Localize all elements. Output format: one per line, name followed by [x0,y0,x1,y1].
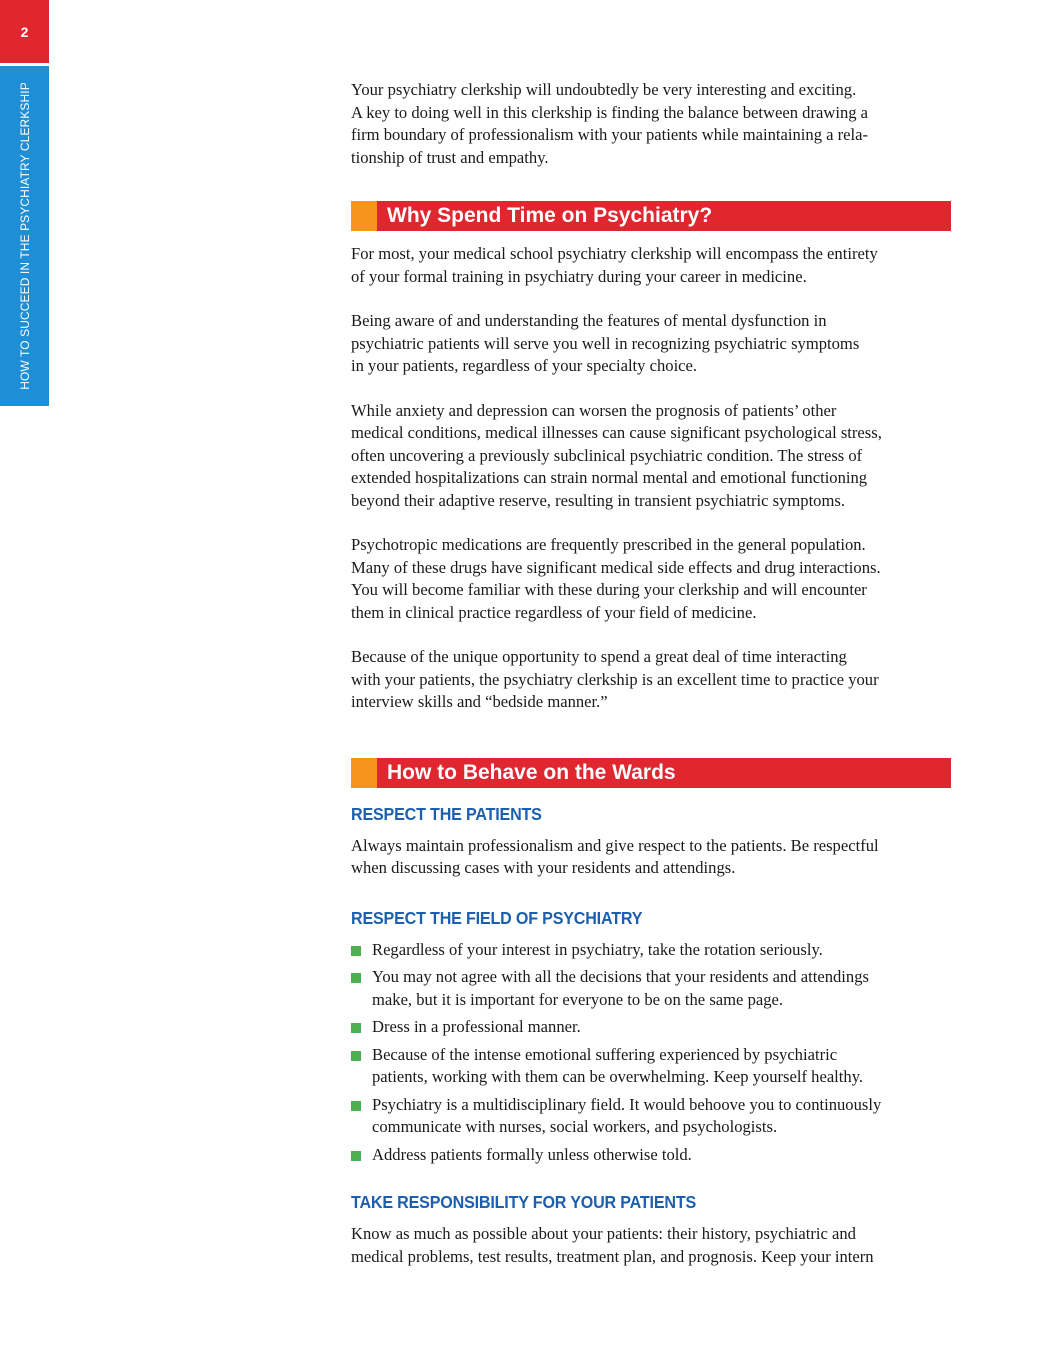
text-line: interview skills and “bedside manner.” [351,692,608,711]
text-line: Know as much as possible about your patients: their history, psychiatric and [351,1224,856,1243]
text-line: Dress in a professional manner. [372,1017,581,1036]
text-line: While anxiety and depression can worsen the prognosis of patients’ other [351,400,837,420]
text-line: of your formal training in psychiatry during your career in medicine. [351,266,807,286]
section-heading-why-psychiatry [351,201,951,231]
bullet-item [351,1144,951,1167]
paragraph [351,1223,951,1268]
text-line: medical problems, test results, treatment plan, and prognosis. Keep your intern [351,1246,874,1266]
text-line: beyond their adaptive reserve, resulting in transient psychiatric symptoms. [351,490,845,510]
bullet-square-icon [351,1023,361,1033]
side-tab-label: HOW TO SUCCEED IN THE PSYCHIATRY CLERKSHIP [17,82,32,390]
text-line: in your patients, regardless of your specialty choice. [351,356,698,375]
text-line: extended hospitalizations can strain normal mental and emotional functioning [351,468,868,487]
page-content [351,79,951,1290]
text-line: when discussing cases with your residents and attendings. [351,858,736,877]
section-heading-behave-wards [351,758,951,788]
text-line: firm boundary of professionalism with your patients while maintaining a rela- [351,125,869,144]
page-number: 2 [0,0,49,63]
text-line: Psychotropic medications are frequently prescribed in the general population. [351,535,866,554]
paragraph [351,243,951,288]
text-line: Psychiatry is a multidisciplinary field. It would behoove you to continuously [372,1094,882,1114]
intro-paragraph [351,79,951,169]
text-line: A key to doing well in this clerkship is finding the balance between drawing a [351,102,869,122]
text-line: communicate with nurses, social workers, and psychologists. [372,1117,778,1136]
paragraph [351,310,951,378]
bullet-square-icon [351,946,361,956]
text-line: with your patients, the psychiatry clerkship is an excellent time to practice your [351,669,879,689]
text-line: Many of these drugs have significant medical side effects and drug interactions. [351,557,881,577]
section-title: How to Behave on the Wards [377,758,951,788]
heading-accent [351,758,377,788]
text-line: tionship of trust and empathy. [351,147,549,167]
section-title: Why Spend Time on Psychiatry? [377,201,951,231]
text-line: often uncovering a previously subclinical psychiatric condition. The stress of [351,445,863,465]
text-line: Regardless of your interest in psychiatry, take the rotation seriously. [372,939,823,959]
text-line: You may not agree with all the decisions that your residents and attendings [372,967,869,986]
bullet-item [351,939,951,962]
heading-accent [351,201,377,231]
bullet-item [351,1016,951,1039]
text-line: them in clinical practice regardless of your field of medicine. [351,602,757,622]
bullet-list [351,939,951,1167]
text-line: Always maintain professionalism and give respect to the patients. Be respectful [351,835,879,855]
paragraph [351,835,951,880]
text-line: patients, working with them can be overwhelming. Keep yourself healthy. [372,1067,864,1086]
subheading: RESPECT THE PATIENTS [351,803,542,824]
text-line: psychiatric patients will serve you well in recognizing psychiatric symptoms [351,333,860,353]
text-line: Because of the intense emotional suffering experienced by psychiatric [372,1044,838,1064]
bullet-item [351,1044,951,1089]
text-line: medical conditions, medical illnesses can cause significant psychological stress, [351,423,882,442]
bullet-square-icon [351,973,361,983]
bullet-square-icon [351,1051,361,1061]
bullet-item [351,966,951,1011]
paragraph [351,400,951,513]
text-line: Your psychiatry clerkship will undoubtedly be very interesting and exciting. [351,80,857,99]
side-chapter-tab [0,66,49,406]
text-line: Address patients formally unless otherwise told. [372,1144,692,1164]
subheading: RESPECT THE FIELD OF PSYCHIATRY [351,907,643,928]
text-line: Because of the unique opportunity to spend a great deal of time interacting [351,647,847,666]
bullet-item [351,1094,951,1139]
text-line: make, but it is important for everyone to be on the same page. [372,989,784,1009]
subheading: TAKE RESPONSIBILITY FOR YOUR PATIENTS [351,1192,697,1212]
paragraph [351,646,951,714]
bullet-square-icon [351,1151,361,1161]
paragraph [351,534,951,624]
text-line: You will become familiar with these during your clerkship and will encounter [351,580,867,599]
text-line: For most, your medical school psychiatry clerkship will encompass the entirety [351,244,878,263]
bullet-square-icon [351,1101,361,1111]
text-line: Being aware of and understanding the features of mental dysfunction in [351,311,827,330]
